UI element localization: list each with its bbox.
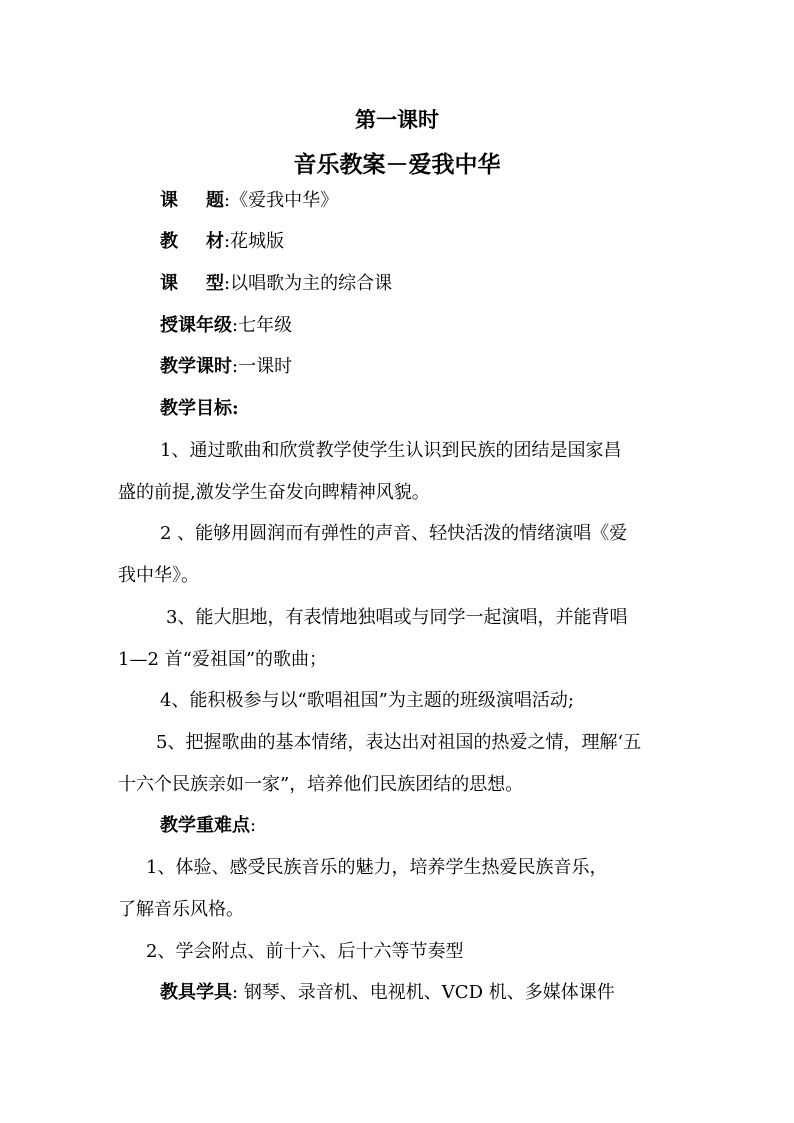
objective-1-line-1: 1、通过歌曲和欣赏教学使学生认识到民族的团结是国家昌 bbox=[160, 440, 622, 461]
textbook-colon: : bbox=[224, 231, 231, 252]
info-textbook bbox=[160, 229, 284, 255]
hours-value: 一课时 bbox=[238, 356, 293, 377]
key-points-heading bbox=[160, 813, 256, 839]
teaching-tools bbox=[160, 980, 615, 1006]
key-point-2-line-1: 2、学会附点、前十六、后十六等节奏型 bbox=[146, 941, 464, 962]
textbook-label-a: 教 bbox=[160, 231, 178, 252]
textbook-label-b: 材 bbox=[206, 231, 224, 252]
grade-colon: : bbox=[232, 315, 239, 336]
objective-5-line-2: 十六个民族亲如一家”，培养他们民族团结的思想。 bbox=[118, 774, 524, 795]
lesson-number-title: 第一课时 bbox=[355, 107, 439, 132]
hours-colon: : bbox=[232, 356, 239, 377]
key-points-colon: : bbox=[250, 815, 257, 836]
objective-3-line-1: 3、能大胆地，有表情地独唱或与同学一起演唱，并能背唱 bbox=[166, 607, 628, 628]
info-topic bbox=[160, 188, 338, 214]
textbook-value: 花城版 bbox=[230, 231, 285, 252]
key-point-1-line-2: 了解音乐风格。 bbox=[118, 899, 244, 920]
type-colon: : bbox=[224, 273, 231, 294]
tools-label: 教具学具 bbox=[160, 982, 232, 1003]
tools-value: 钢琴、录音机、电视机、VCD 机、多媒体课件 bbox=[243, 982, 615, 1003]
tools-colon: : bbox=[232, 982, 239, 1003]
lesson-plan-title: 音乐教案－爱我中华 bbox=[293, 151, 501, 178]
objective-5-line-1: 5、把握歌曲的基本情绪，表达出对祖国的热爱之情，理解‘五 bbox=[156, 732, 642, 753]
type-label-b: 型 bbox=[206, 273, 224, 294]
key-point-1-line-1: 1、体验、感受民族音乐的魅力，培养学生热爱民族音乐， bbox=[146, 857, 608, 878]
objective-1-line-2: 盛的前提,激发学生奋发向睥精神风貌。 bbox=[118, 482, 430, 503]
hours-label: 教学课时 bbox=[160, 356, 232, 377]
topic-colon: : bbox=[224, 190, 231, 211]
objective-3-line-2: 1—2 首“爱祖国”的歌曲； bbox=[118, 649, 328, 670]
objective-2-line-1: 2 、能够用圆润而有弹性的声音、轻快活泼的情绪演唱《爱 bbox=[160, 523, 628, 544]
key-points-label: 教学重难点 bbox=[160, 815, 250, 836]
grade-label: 授课年级 bbox=[160, 315, 232, 336]
objective-4-line-1: 4、能积极参与以“歌唱祖国”为主题的班级演唱活动; bbox=[160, 690, 574, 711]
type-value: 以唱歌为主的综合课 bbox=[230, 273, 393, 294]
info-grade bbox=[160, 313, 292, 339]
objectives-heading: 教学目标: bbox=[160, 398, 239, 419]
topic-label-a: 课 bbox=[160, 190, 178, 211]
info-type bbox=[160, 271, 392, 297]
info-hours bbox=[160, 354, 292, 380]
topic-label-b: 题 bbox=[206, 190, 224, 211]
type-label-a: 课 bbox=[160, 273, 178, 294]
objective-2-line-2: 我中华》。 bbox=[118, 565, 199, 586]
topic-value: 《爱我中华》 bbox=[230, 190, 339, 211]
grade-value: 七年级 bbox=[238, 315, 293, 336]
